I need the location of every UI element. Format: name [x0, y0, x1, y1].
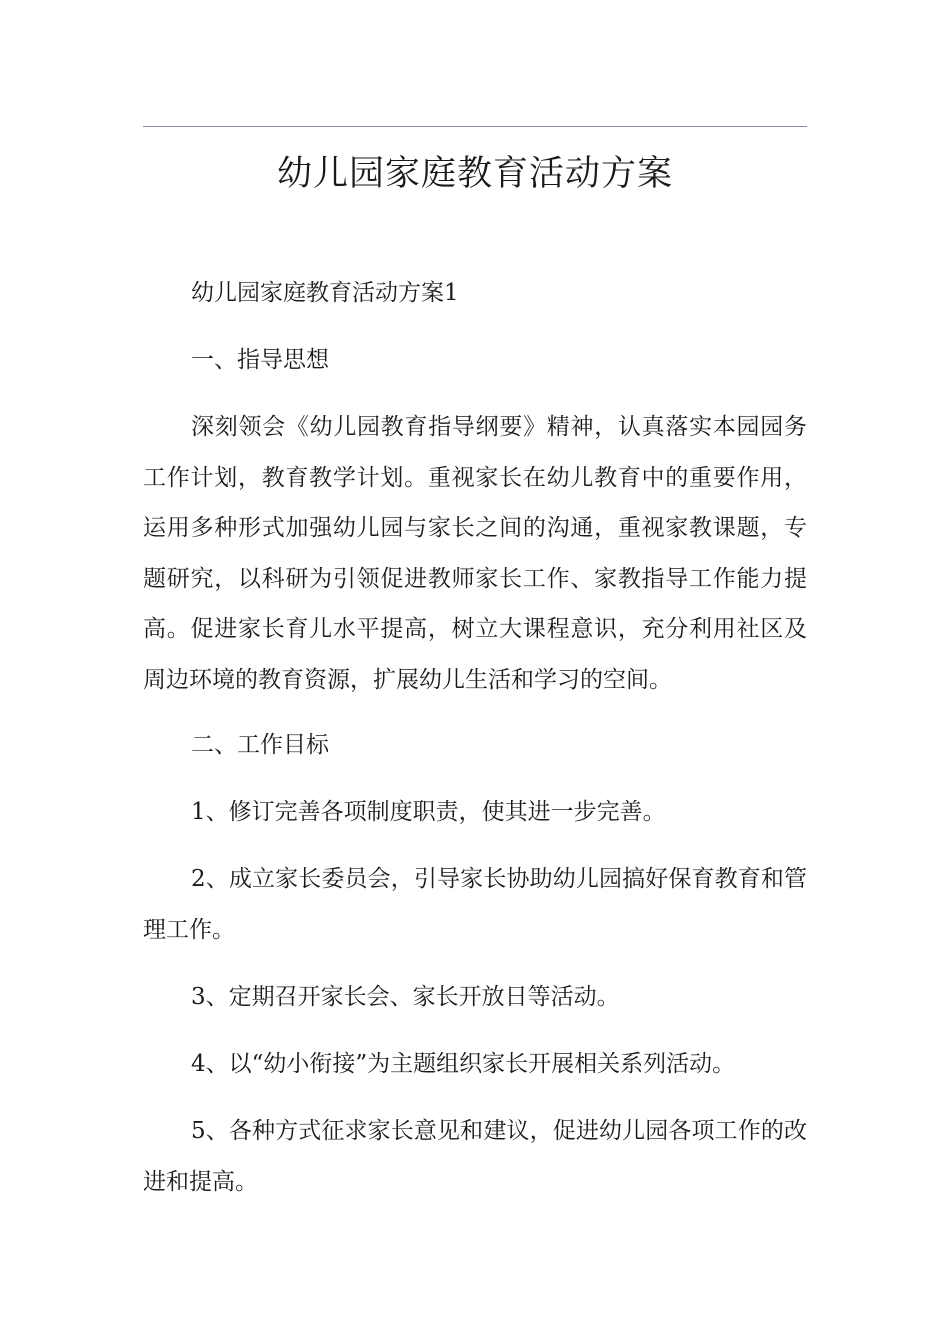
section-heading-plan-1: 幼儿园家庭教育活动方案1 [191, 280, 459, 306]
goal-item-3: 3、定期召开家长会、家长开放日等活动。 [191, 984, 620, 1010]
goal-item-4: 4、以“幼小衔接”为主题组织家长开展相关系列活动。 [191, 1051, 736, 1077]
goal-item-2: 2、成立家长委员会，引导家长协助幼儿园搞好保育教育和管理工作。 [143, 866, 807, 943]
goal-item-5: 5、各种方式征求家长意见和建议，促进幼儿园各项工作的改进和提高。 [143, 1118, 807, 1195]
header-rule [143, 126, 807, 127]
goal-item-1: 1、修订完善各项制度职责，使其进一步完善。 [191, 799, 666, 825]
heading-work-goals: 二、工作目标 [191, 732, 329, 758]
heading-guiding-ideology: 一、指导思想 [191, 347, 329, 373]
paragraph-guiding-ideology: 深刻领会《幼儿园教育指导纲要》精神，认真落实本园园务工作计划，教育教学计划。重视家长在幼儿教育中的重要作用，运用多种形式加强幼儿园与家长之间的沟通，重视家教课题，专题研究，以科研为引领促进教师家长工作、家教指导工作能力提高。促进家长育儿水平提高，树立大课程意识，充分利用社区及周边环境的教育资源，扩展幼儿生活和学习的空间。 [143, 414, 807, 693]
document-title: 幼儿园家庭教育活动方案 [276, 154, 673, 194]
